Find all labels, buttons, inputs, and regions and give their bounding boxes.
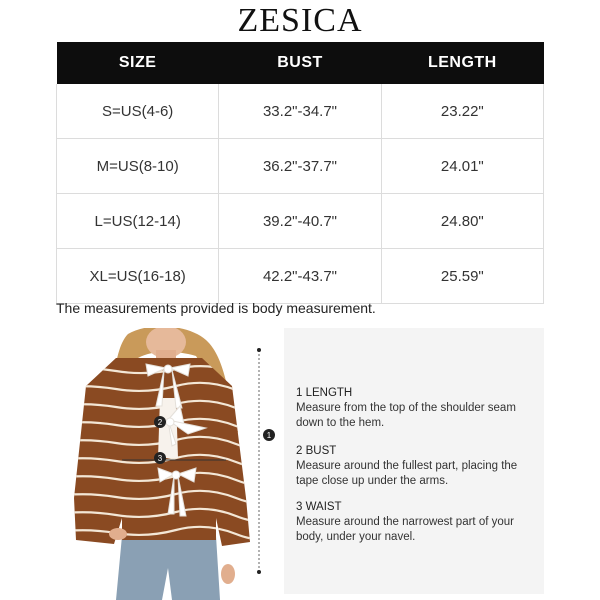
- measurement-instructions-panel: [284, 328, 544, 594]
- length-cell: 24.01": [381, 139, 543, 194]
- marker-2-label: 2: [157, 418, 163, 427]
- size-cell: M=US(8-10): [57, 139, 219, 194]
- instruction-title: 1 LENGTH: [296, 387, 353, 399]
- size-cell: L=US(12-14): [57, 194, 219, 249]
- instruction-title: 2 BUST: [296, 445, 337, 457]
- table-row: [57, 249, 544, 304]
- instruction-length: [296, 386, 536, 431]
- bust-cell: 36.2"-37.7": [219, 139, 381, 194]
- length-cell: 25.59": [381, 249, 543, 304]
- jeans-shape: [116, 536, 220, 600]
- length-cell: 24.80": [381, 194, 543, 249]
- instruction-body: Measure around the fullest part, placing the tape close up under the arms.: [296, 460, 518, 487]
- instruction-body: Measure around the narrowest part of your body, under your navel.: [296, 516, 514, 543]
- size-cell: XL=US(16-18): [57, 249, 219, 304]
- hand-left: [109, 528, 127, 540]
- brand-logo: ZESICA: [237, 2, 363, 39]
- marker-1-label: 1: [266, 431, 272, 440]
- bust-cell: 33.2"-34.7": [219, 84, 381, 139]
- marker-3-label: 3: [157, 454, 163, 463]
- bust-cell: 39.2"-40.7": [219, 194, 381, 249]
- instruction-body: Measure from the top of the shoulder seam down to the hem.: [296, 402, 516, 429]
- table-row: [57, 194, 544, 249]
- hand-right: [221, 564, 235, 584]
- size-chart-table: [56, 42, 544, 304]
- instruction-waist: [296, 500, 536, 545]
- bust-cell: 42.2"-43.7": [219, 249, 381, 304]
- table-row: [57, 84, 544, 139]
- instruction-title: 3 WAIST: [296, 501, 342, 513]
- instruction-bust: [296, 444, 536, 489]
- measurement-note: The measurements provided is body measurement.: [56, 300, 376, 316]
- top-underlayer: [158, 398, 178, 458]
- table-row: [57, 139, 544, 194]
- size-cell: S=US(4-6): [57, 84, 219, 139]
- column-header-bust: BUST: [219, 42, 381, 84]
- length-measure-top-dot: [257, 348, 261, 352]
- column-header-length: LENGTH: [381, 42, 543, 84]
- model-photo: [56, 328, 282, 600]
- table-header-row: [57, 42, 544, 84]
- column-header-size: SIZE: [57, 42, 219, 84]
- length-cell: 23.22": [381, 84, 543, 139]
- length-measure-bottom-dot: [257, 570, 261, 574]
